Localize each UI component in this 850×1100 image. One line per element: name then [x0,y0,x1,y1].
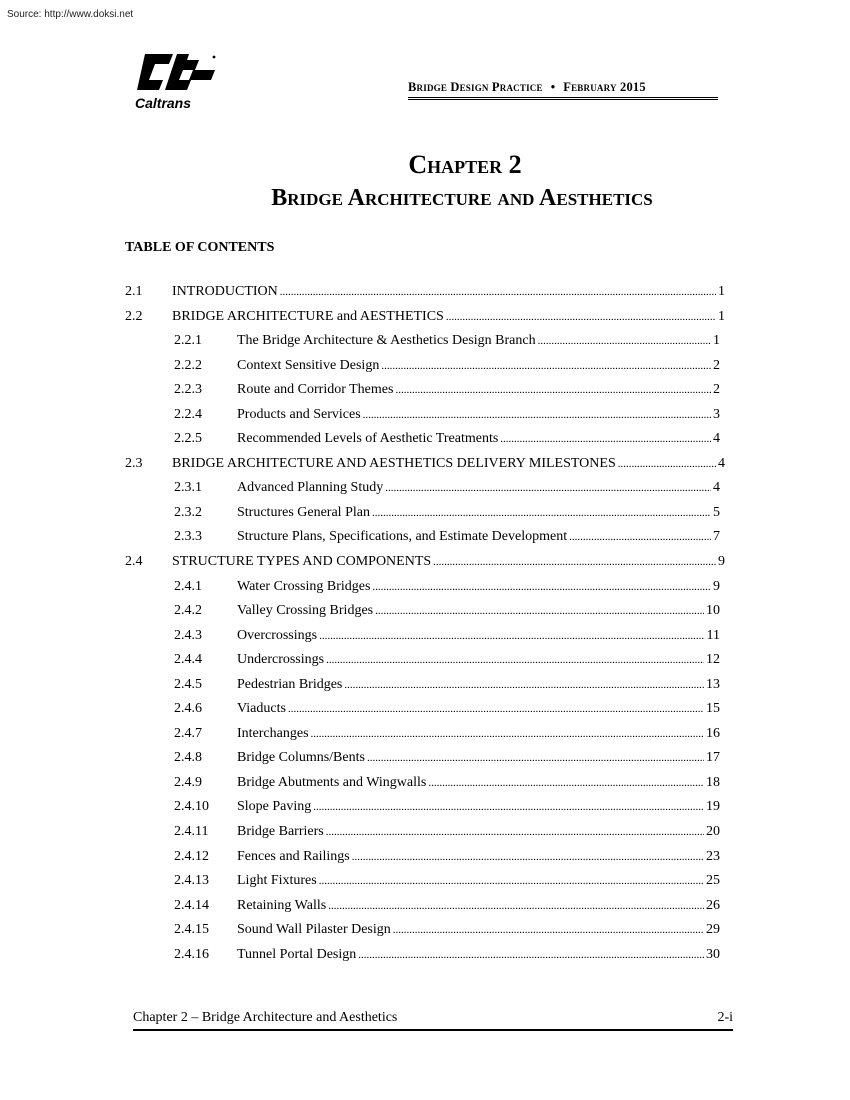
toc-entry-page: 2 [713,382,720,398]
toc-entry-page: 18 [706,774,720,790]
toc-entry-title: Recommended Levels of Aesthetic Treatments [237,431,499,447]
toc-entry-number: 2.4.1 [174,578,202,594]
toc-entry-title: Slope Paving [237,799,312,815]
toc-entry[interactable] [125,578,725,603]
toc-entry[interactable] [125,897,725,922]
toc-entry[interactable] [125,848,725,873]
running-head-separator: • [550,80,556,94]
toc-entry-page: 13 [706,676,720,692]
chapter-title: Bridge Architecture and Aesthetics [271,185,653,211]
toc-entry-title: Interchanges [237,725,309,741]
toc-entry-title: Structures General Plan [237,504,370,520]
toc-entry-title: Context Sensitive Design [237,357,380,373]
toc-dot-leader [313,798,704,816]
toc-entry[interactable] [125,602,725,627]
toc-dot-leader [500,430,711,448]
toc-entry[interactable] [125,357,725,382]
toc-entry[interactable] [125,676,725,701]
toc-entry-title: Retaining Walls [237,897,327,913]
source-url: Source: http://www.doksi.net [7,9,134,20]
caltrans-wordmark: Caltrans [135,95,192,111]
toc-entry-title: Advanced Planning Study [237,480,384,496]
toc-entry-page: 4 [713,431,720,447]
toc-dot-leader [319,872,704,890]
caltrans-logo-icon [133,50,223,114]
toc-entry-title: Bridge Barriers [237,824,324,840]
toc-entry-title: BRIDGE ARCHITECTURE and AESTHETICS [172,308,444,324]
toc-entry-title: BRIDGE ARCHITECTURE AND AESTHETICS DELIVERY MILESTONES [172,455,616,471]
table-of-contents [125,283,725,970]
toc-entry-page: 20 [706,824,720,840]
toc-entry-number: 2.4.13 [174,873,209,889]
toc-entry-number: 2.2.2 [174,357,202,373]
toc-dot-leader [538,332,711,350]
toc-entry-page: 1 [718,284,725,299]
toc-entry-page: 5 [713,504,720,520]
toc-entry-title: Products and Services [237,406,361,422]
toc-entry-title: Fences and Railings [237,848,350,864]
toc-entry-page: 7 [713,529,720,545]
toc-dot-leader [352,848,704,866]
toc-entry-page: 3 [713,406,720,422]
toc-dot-leader [280,283,716,301]
toc-entry-title: Light Fixtures [237,873,317,889]
toc-entry-page: 10 [706,603,720,619]
toc-entry-number: 2.2.4 [174,406,202,422]
toc-dot-leader [385,479,711,497]
toc-entry-number: 2.2.1 [174,333,202,349]
toc-heading: TABLE OF CONTENTS [125,240,275,255]
toc-entry-number: 2.4.4 [174,652,202,668]
toc-dot-leader [372,504,711,522]
toc-entry[interactable] [125,946,725,971]
toc-dot-leader [393,921,704,939]
toc-entry[interactable] [125,651,725,676]
toc-entry-page: 17 [706,750,720,766]
running-head-title: Bridge Design Practice [408,80,543,94]
toc-dot-leader [319,627,704,645]
toc-entry-number: 2.2 [125,308,143,324]
toc-entry[interactable] [125,308,725,333]
toc-entry-page: 15 [706,701,720,717]
toc-dot-leader [326,823,704,841]
toc-entry-title: Sound Wall Pilaster Design [237,922,391,938]
toc-entry-title: Pedestrian Bridges [237,676,343,692]
toc-entry[interactable] [125,381,725,406]
toc-dot-leader [344,676,704,694]
toc-entry-number: 2.2.3 [174,382,202,398]
footer-rule [133,1029,733,1031]
toc-entry-number: 2.4.6 [174,701,202,717]
toc-entry-title: Overcrossings [237,627,318,643]
toc-entry-number: 2.3.2 [174,504,202,520]
toc-entry-title: Structure Plans, Specifications, and Estimate Development [237,529,568,545]
toc-dot-leader [372,578,711,596]
toc-entry-number: 2.4.7 [174,725,202,741]
toc-dot-leader [395,381,711,399]
toc-entry-page: 23 [706,848,720,864]
toc-entry-number: 2.4.2 [174,603,202,619]
toc-entry-page: 30 [706,946,720,962]
toc-dot-leader [367,749,704,767]
toc-entry-page: 1 [713,333,720,349]
toc-entry-number: 2.4.10 [174,799,209,815]
toc-entry-number: 2.4.5 [174,676,202,692]
toc-entry-title: INTRODUCTION [172,284,278,299]
toc-entry[interactable] [125,823,725,848]
toc-entry[interactable] [125,504,725,529]
toc-dot-leader [428,774,704,792]
toc-entry-number: 2.4.16 [174,946,209,962]
toc-dot-leader [358,946,704,964]
toc-entry-page: 9 [713,578,720,594]
toc-entry-number: 2.3.1 [174,480,202,496]
toc-entry[interactable] [125,430,725,455]
toc-dot-leader [569,528,711,546]
toc-entry-number: 2.3.3 [174,529,202,545]
toc-entry[interactable] [125,406,725,431]
running-head-date: February 2015 [563,80,646,94]
toc-entry[interactable] [125,725,725,750]
toc-entry-number: 2.2.5 [174,431,202,447]
toc-dot-leader [375,602,704,620]
toc-entry[interactable] [125,774,725,799]
toc-entry-number: 2.4 [125,554,143,570]
toc-entry[interactable] [125,749,725,774]
toc-dot-leader [328,897,704,915]
toc-entry[interactable] [125,528,725,553]
running-head-rule [408,99,718,100]
toc-entry[interactable] [125,332,725,357]
toc-entry-page: 9 [718,554,725,570]
toc-entry-number: 2.4.12 [174,848,209,864]
toc-entry-number: 2.4.3 [174,627,202,643]
toc-entry[interactable] [125,627,725,652]
toc-entry-title: The Bridge Architecture & Aesthetics Design Branch [237,333,536,349]
caltrans-logo [133,50,223,114]
toc-entry[interactable] [125,553,725,578]
running-head [408,80,718,95]
toc-entry-title: Tunnel Portal Design [237,946,357,962]
toc-entry-title: Bridge Columns/Bents [237,750,365,766]
toc-entry-page: 16 [706,725,720,741]
toc-entry[interactable] [125,921,725,946]
toc-dot-leader [326,651,704,669]
chapter-number: Chapter 2 [408,150,522,179]
toc-entry-title: Water Crossing Bridges [237,578,371,594]
toc-dot-leader [433,553,716,571]
toc-entry-number: 2.4.8 [174,750,202,766]
toc-entry[interactable] [125,455,725,480]
running-head-rule [408,97,718,98]
toc-entry-number: 2.1 [125,284,143,299]
toc-entry[interactable] [125,700,725,725]
toc-entry-page: 29 [706,922,720,938]
toc-entry[interactable] [125,798,725,823]
toc-entry-page: 26 [706,897,720,913]
toc-entry-title: STRUCTURE TYPES AND COMPONENTS [172,554,432,570]
toc-entry-number: 2.4.15 [174,922,209,938]
toc-entry-page: 4 [713,480,720,496]
toc-dot-leader [618,455,716,473]
toc-dot-leader [363,406,711,424]
toc-entry-page: 2 [713,357,720,373]
toc-entry-title: Valley Crossing Bridges [237,603,374,619]
toc-dot-leader [446,308,716,326]
toc-entry-title: Viaducts [237,701,286,717]
footer-page-number: 2-i [717,1010,733,1025]
toc-entry[interactable] [125,872,725,897]
toc-entry-page: 25 [706,873,720,889]
toc-entry-page: 11 [706,627,720,643]
toc-entry-number: 2.4.11 [174,824,209,840]
toc-dot-leader [288,700,704,718]
toc-entry-number: 2.4.14 [174,897,209,913]
toc-entry-page: 12 [706,652,720,668]
toc-entry-title: Route and Corridor Themes [237,382,394,398]
toc-entry-page: 1 [718,308,725,324]
toc-entry-page: 4 [718,455,725,471]
toc-dot-leader [381,357,711,375]
footer-chapter-title: Chapter 2 – Bridge Architecture and Aesthetics [133,1010,398,1025]
toc-entry-number: 2.4.9 [174,774,202,790]
toc-entry[interactable] [125,479,725,504]
toc-entry-number: 2.3 [125,455,143,471]
toc-entry[interactable] [125,283,725,308]
toc-entry-title: Bridge Abutments and Wingwalls [237,774,427,790]
toc-entry-title: Undercrossings [237,652,325,668]
toc-entry-page: 19 [706,799,720,815]
toc-dot-leader [311,725,704,743]
